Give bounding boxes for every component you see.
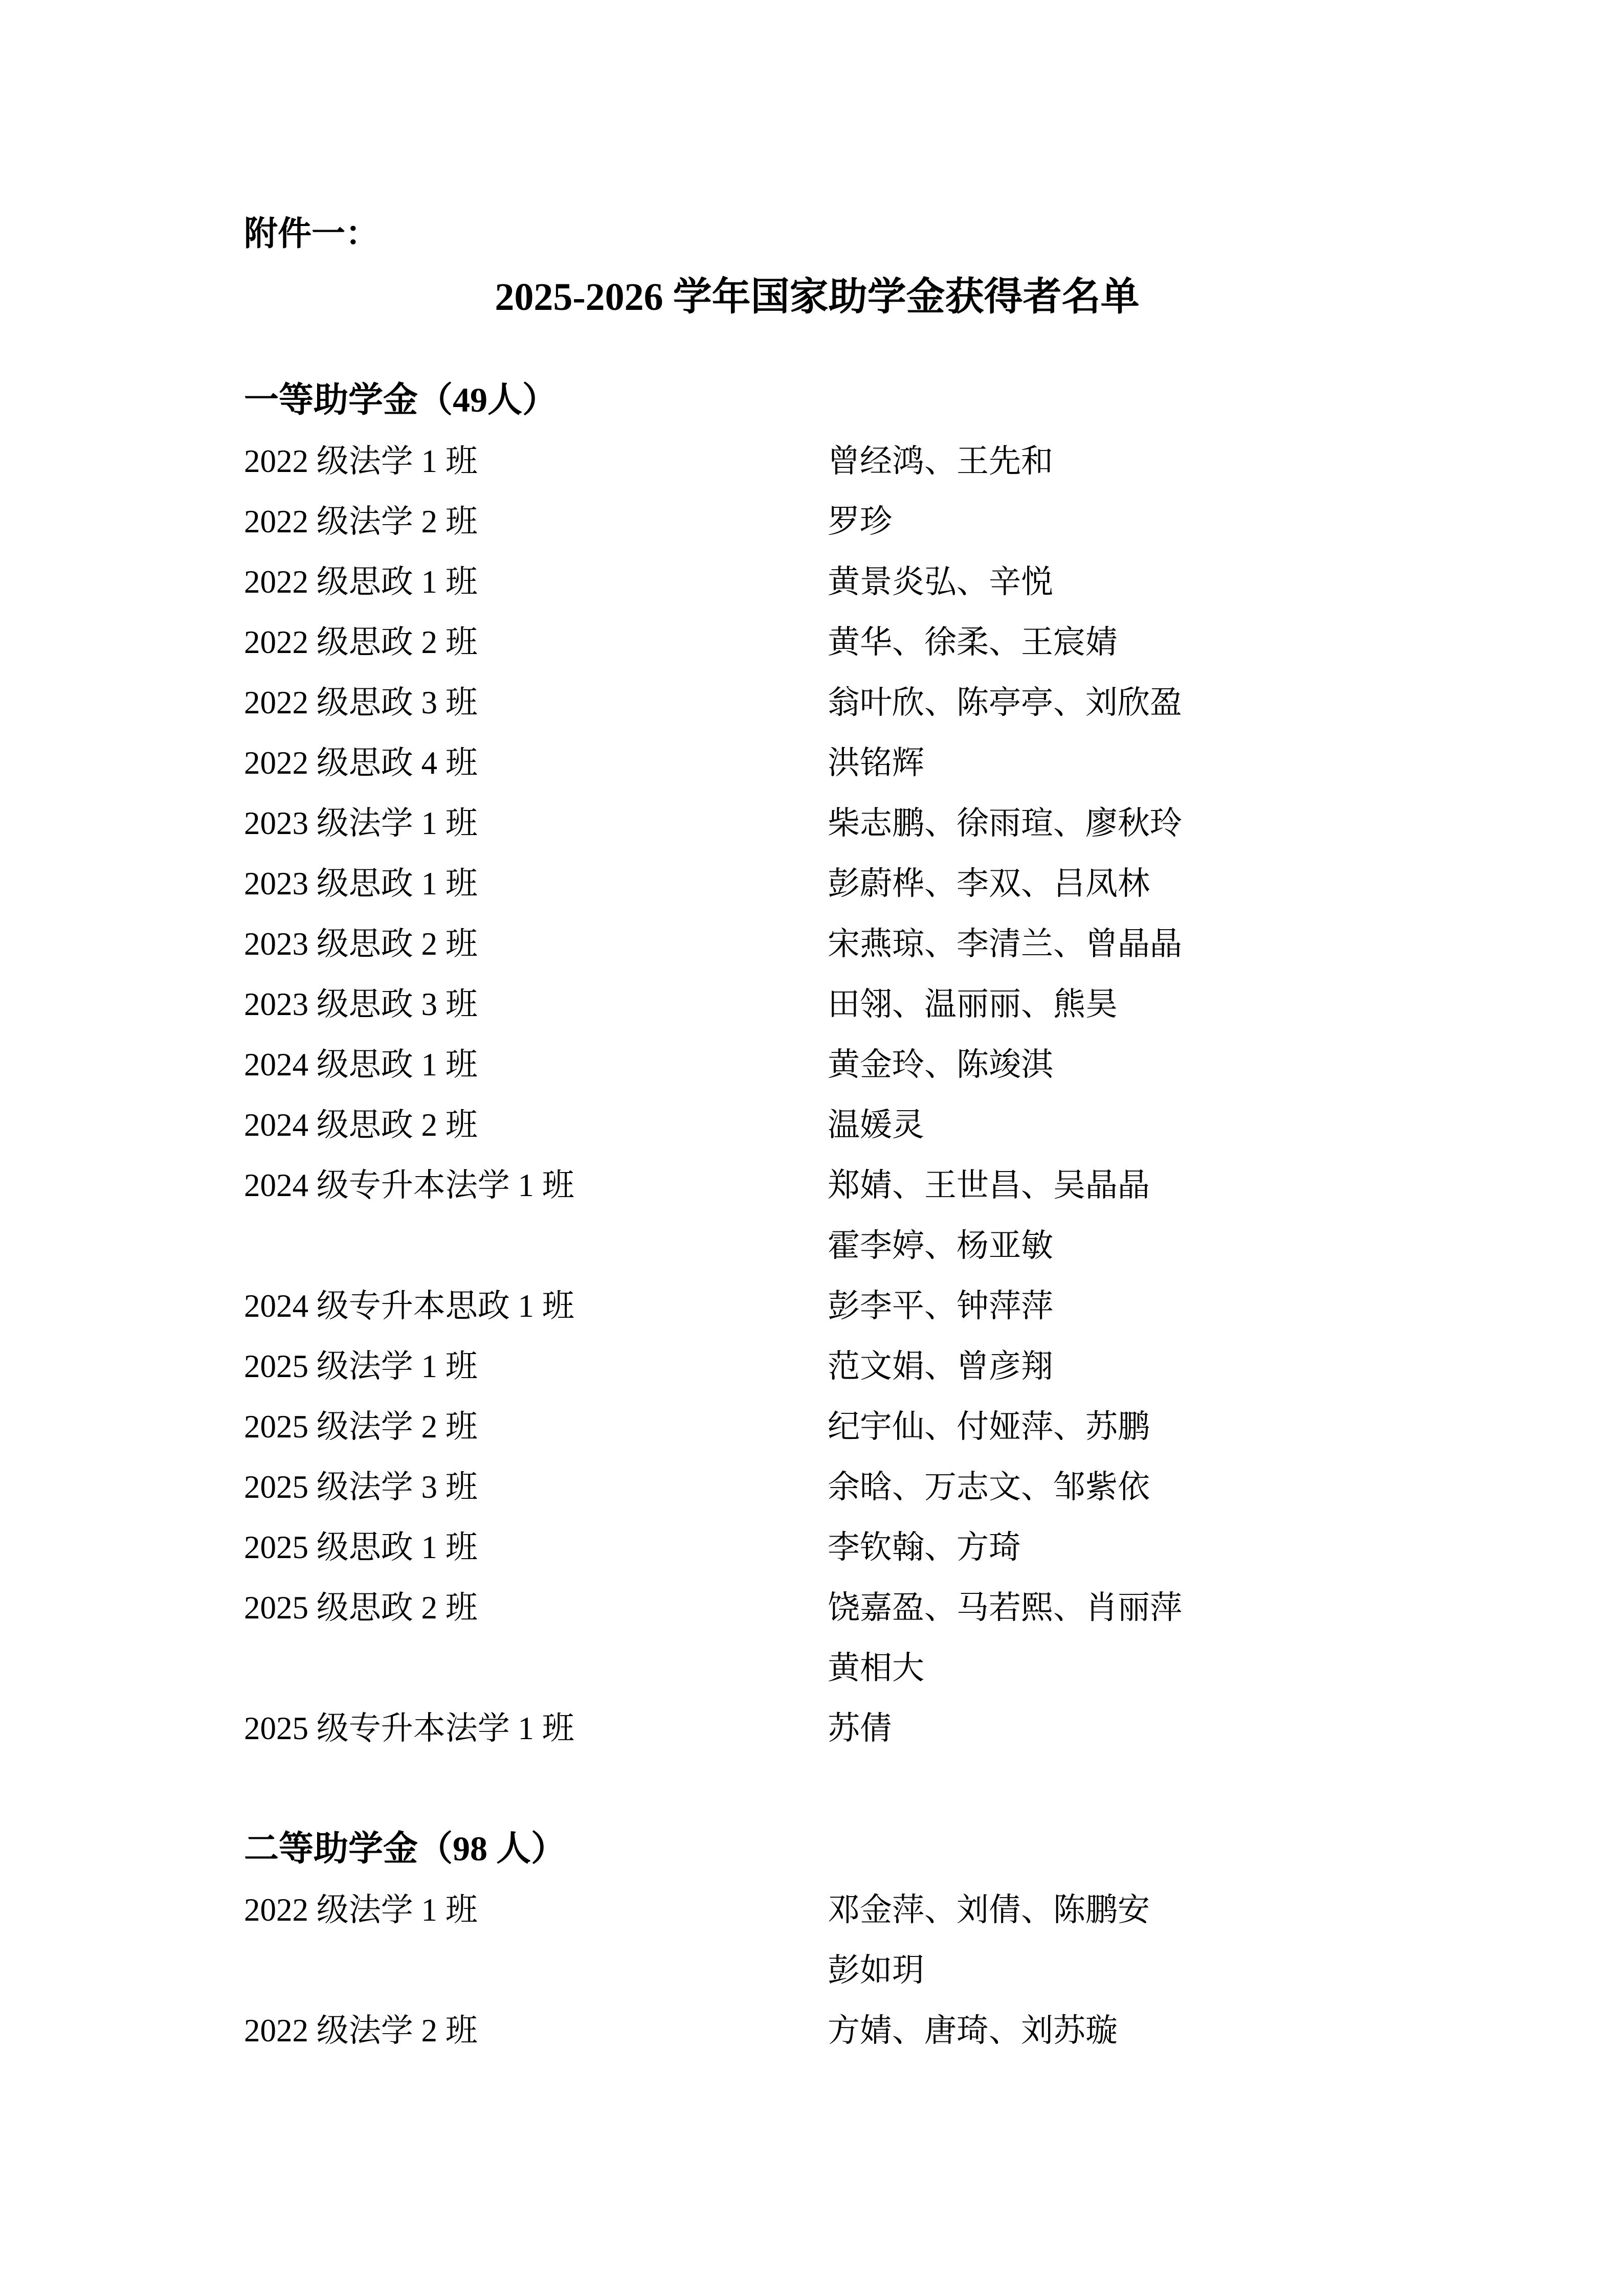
recipient-names: 黄景炎弘、辛悦 (828, 564, 1053, 600)
recipient-row (244, 1940, 1380, 2000)
recipient-row (244, 1638, 1380, 1698)
class-name: 2024 级思政 2 班 (244, 1107, 478, 1143)
section-rows (244, 431, 1380, 1759)
recipient-names: 翁叶欣、陈亭亭、刘欣盈 (828, 685, 1182, 721)
class-name: 2023 级思政 3 班 (244, 986, 478, 1022)
recipient-names: 纪宇仙、付娅萍、苏鹏 (828, 1409, 1150, 1445)
class-name: 2025 级法学 3 班 (244, 1469, 478, 1505)
recipient-row (244, 2000, 1380, 2061)
recipient-row (244, 1698, 1380, 1759)
recipient-names: 郑婧、王世昌、吴晶晶 (828, 1167, 1150, 1203)
class-name: 2022 级法学 2 班 (244, 2013, 478, 2049)
class-name: 2024 级思政 1 班 (244, 1047, 478, 1083)
document-title: 2025-2026 学年国家助学金获得者名单 (495, 276, 1140, 319)
recipient-row (244, 853, 1380, 914)
class-name: 2022 级思政 1 班 (244, 564, 478, 600)
recipient-names: 彭如玥 (828, 1952, 924, 1988)
recipient-names: 柴志鹏、徐雨瑄、廖秋玲 (828, 805, 1182, 841)
recipient-row (244, 793, 1380, 853)
section-heading: 二等助学金（98 人） (244, 1829, 566, 1868)
class-name: 2022 级思政 3 班 (244, 685, 478, 721)
recipient-names: 范文娟、曾彦翔 (828, 1348, 1053, 1384)
recipient-names: 饶嘉盈、马若熙、肖丽萍 (828, 1590, 1182, 1626)
class-name: 2022 级法学 1 班 (244, 443, 478, 479)
recipient-row (244, 1578, 1380, 1638)
recipient-row (244, 1215, 1380, 1276)
section-rows (244, 1880, 1380, 2061)
recipient-row (244, 974, 1380, 1034)
class-name: 2022 级思政 2 班 (244, 624, 478, 660)
class-name: 2023 级思政 2 班 (244, 926, 478, 962)
recipient-names: 彭李平、钟萍萍 (828, 1288, 1053, 1324)
recipient-names: 邓金萍、刘倩、陈鹏安 (828, 1892, 1150, 1928)
recipient-names: 曾经鸿、王先和 (828, 443, 1053, 479)
class-name: 2025 级法学 2 班 (244, 1409, 478, 1445)
recipient-row (244, 1397, 1380, 1457)
class-name: 2022 级法学 2 班 (244, 504, 478, 539)
class-name: 2025 级思政 2 班 (244, 1590, 478, 1626)
class-name: 2024 级专升本法学 1 班 (244, 1167, 574, 1203)
recipient-row (244, 1034, 1380, 1095)
recipient-row (244, 672, 1380, 733)
recipient-names: 宋燕琼、李清兰、曾晶晶 (828, 926, 1182, 962)
class-name: 2023 级思政 1 班 (244, 866, 478, 902)
recipient-row (244, 914, 1380, 974)
recipient-row (244, 1155, 1380, 1215)
recipient-row (244, 431, 1380, 491)
recipient-row (244, 1880, 1380, 1940)
recipient-names: 洪铭辉 (828, 745, 924, 781)
class-name (244, 1638, 828, 1698)
recipient-row (244, 1276, 1380, 1336)
scholarship-section (244, 370, 1380, 1759)
class-name (244, 1215, 828, 1276)
document-content (244, 0, 1380, 2061)
class-name: 2025 级专升本法学 1 班 (244, 1710, 574, 1746)
class-name: 2023 级法学 1 班 (244, 805, 478, 841)
recipient-names: 彭蔚桦、李双、吕凤林 (828, 866, 1150, 902)
section-heading: 一等助学金（49人） (244, 380, 558, 419)
class-name: 2022 级法学 1 班 (244, 1892, 478, 1928)
recipient-row (244, 1336, 1380, 1397)
class-name (244, 1940, 828, 2000)
recipient-row (244, 612, 1380, 672)
recipient-row (244, 1517, 1380, 1578)
class-name: 2022 级思政 4 班 (244, 745, 478, 781)
recipient-names: 温媛灵 (828, 1107, 924, 1143)
recipient-names: 苏倩 (828, 1710, 892, 1746)
recipient-names: 罗珍 (828, 504, 892, 539)
recipient-names: 余晗、万志文、邹紫依 (828, 1469, 1150, 1505)
recipient-row (244, 552, 1380, 612)
class-name: 2024 级专升本思政 1 班 (244, 1288, 574, 1324)
recipient-names: 霍李婷、杨亚敏 (828, 1228, 1053, 1264)
sections-container (244, 370, 1380, 2061)
attachment-label: 附件一： (244, 215, 379, 253)
class-name: 2025 级思政 1 班 (244, 1529, 478, 1565)
recipient-row (244, 733, 1380, 793)
recipient-names: 方婧、唐琦、刘苏璇 (828, 2013, 1118, 2049)
recipient-names: 黄金玲、陈竣淇 (828, 1047, 1053, 1083)
recipient-names: 黄华、徐柔、王宸婧 (828, 624, 1118, 660)
recipient-names: 黄相大 (828, 1650, 924, 1686)
recipient-row (244, 491, 1380, 552)
recipient-row (244, 1095, 1380, 1155)
class-name: 2025 级法学 1 班 (244, 1348, 478, 1384)
scholarship-section (244, 1818, 1380, 2061)
recipient-names: 李钦翰、方琦 (828, 1529, 1021, 1565)
recipient-names: 田翎、温丽丽、熊昊 (828, 986, 1118, 1022)
recipient-row (244, 1457, 1380, 1517)
